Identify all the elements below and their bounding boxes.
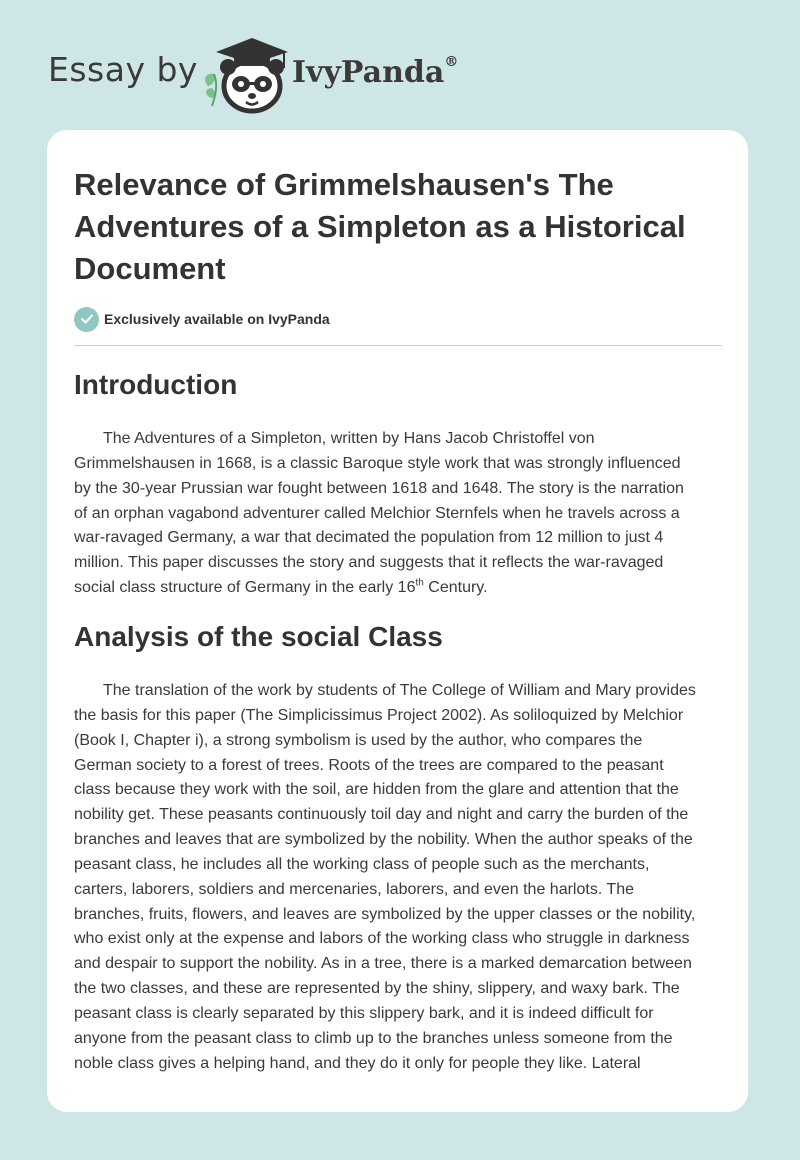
exclusive-badge <box>74 306 330 332</box>
text-line: carters, laborers, soldiers and mercenaries, laborers, and even the harlots. The <box>74 880 634 898</box>
text-segment: Century. <box>423 579 488 597</box>
text-line: anyone from the peasant class to climb up to the branches unless someone from the <box>74 1029 673 1047</box>
trademark-symbol: ® <box>444 54 459 70</box>
panda-logo-icon <box>200 34 300 114</box>
brand-text: IvyPanda <box>292 55 445 90</box>
text-line: peasant class is clearly separated by this slippery bark, and it is indeed difficult for <box>74 1004 654 1022</box>
text-line: class because they work with the soil, are hidden from the glare and attention that the <box>74 781 679 799</box>
text-line: who exist only at the expense and labors of the working class who struggle in darkness <box>74 930 690 948</box>
text-segment: social class structure of Germany in the early 16 <box>74 579 416 597</box>
text-line: branches, fruits, flowers, and leaves are symbolized by the upper classes or the nobility, <box>74 905 696 923</box>
text-line: noble class gives a helping hand, and they do it only for people they like. Lateral <box>74 1054 641 1072</box>
text-line <box>74 576 724 601</box>
brand-name <box>292 54 458 90</box>
text-line: the two classes, and these are represented by the shiny, slippery, and waxy bark. The <box>74 980 680 998</box>
text-line: peasant class, he includes all the working class of people such as the merchants, <box>74 855 650 873</box>
text-line: million. This paper discusses the story and suggests that it reflects the war-ravaged <box>74 554 664 572</box>
essay-title: Relevance of Grimmelshausen's The Adventures of a Simpleton as a Historical Document <box>74 167 686 286</box>
introduction-paragraph <box>74 427 724 601</box>
text-line: by the 30-year Prussian war fought between 1618 and 1648. The story is the narration <box>74 479 684 497</box>
exclusive-badge-label: Exclusively available on IvyPanda <box>104 311 330 327</box>
text-line: (Book I, Chapter i), a strong symbolism is used by the author, who compares the <box>74 731 643 749</box>
section-heading-social-class: Analysis of the social Class <box>74 621 443 652</box>
social-class-paragraph <box>74 679 724 1077</box>
essay-card <box>47 130 748 1112</box>
text-line: nobility get. These peasants continuously toil day and night and carry the burden of the <box>74 806 689 824</box>
text-line: Grimmelshausen in 1668, is a classic Baroque style work that was strongly influenced <box>74 454 681 472</box>
text-line: and despair to support the nobility. As in a tree, there is a marked demarcation between <box>74 955 692 973</box>
text-line: branches and leaves that are symbolized by the nobility. When the author speaks of the <box>74 831 693 849</box>
text-line: the basis for this paper (The Simplicissimus Project 2002). As soliloquized by Melchior <box>74 706 684 724</box>
title-divider <box>74 345 722 346</box>
text-line: The Adventures of a Simpleton, written by Hans Jacob Christoffel von <box>103 430 595 447</box>
text-line: of an orphan vagabond adventurer called Melchior Sternfels when he travels across a <box>74 504 680 522</box>
text-line: The translation of the work by students of The College of William and Mary provides <box>103 682 696 699</box>
text-line: German society to a forest of trees. Roots of the trees are compared to the peasant <box>74 756 664 774</box>
text-line: war-ravaged Germany, a war that decimated the population from 12 million to just 4 <box>74 529 664 547</box>
checkmark-icon <box>74 307 99 332</box>
site-header <box>48 34 748 114</box>
essay-by-label: Essay by <box>48 50 198 89</box>
ordinal-superscript: th <box>415 577 424 589</box>
section-heading-introduction: Introduction <box>74 369 238 400</box>
